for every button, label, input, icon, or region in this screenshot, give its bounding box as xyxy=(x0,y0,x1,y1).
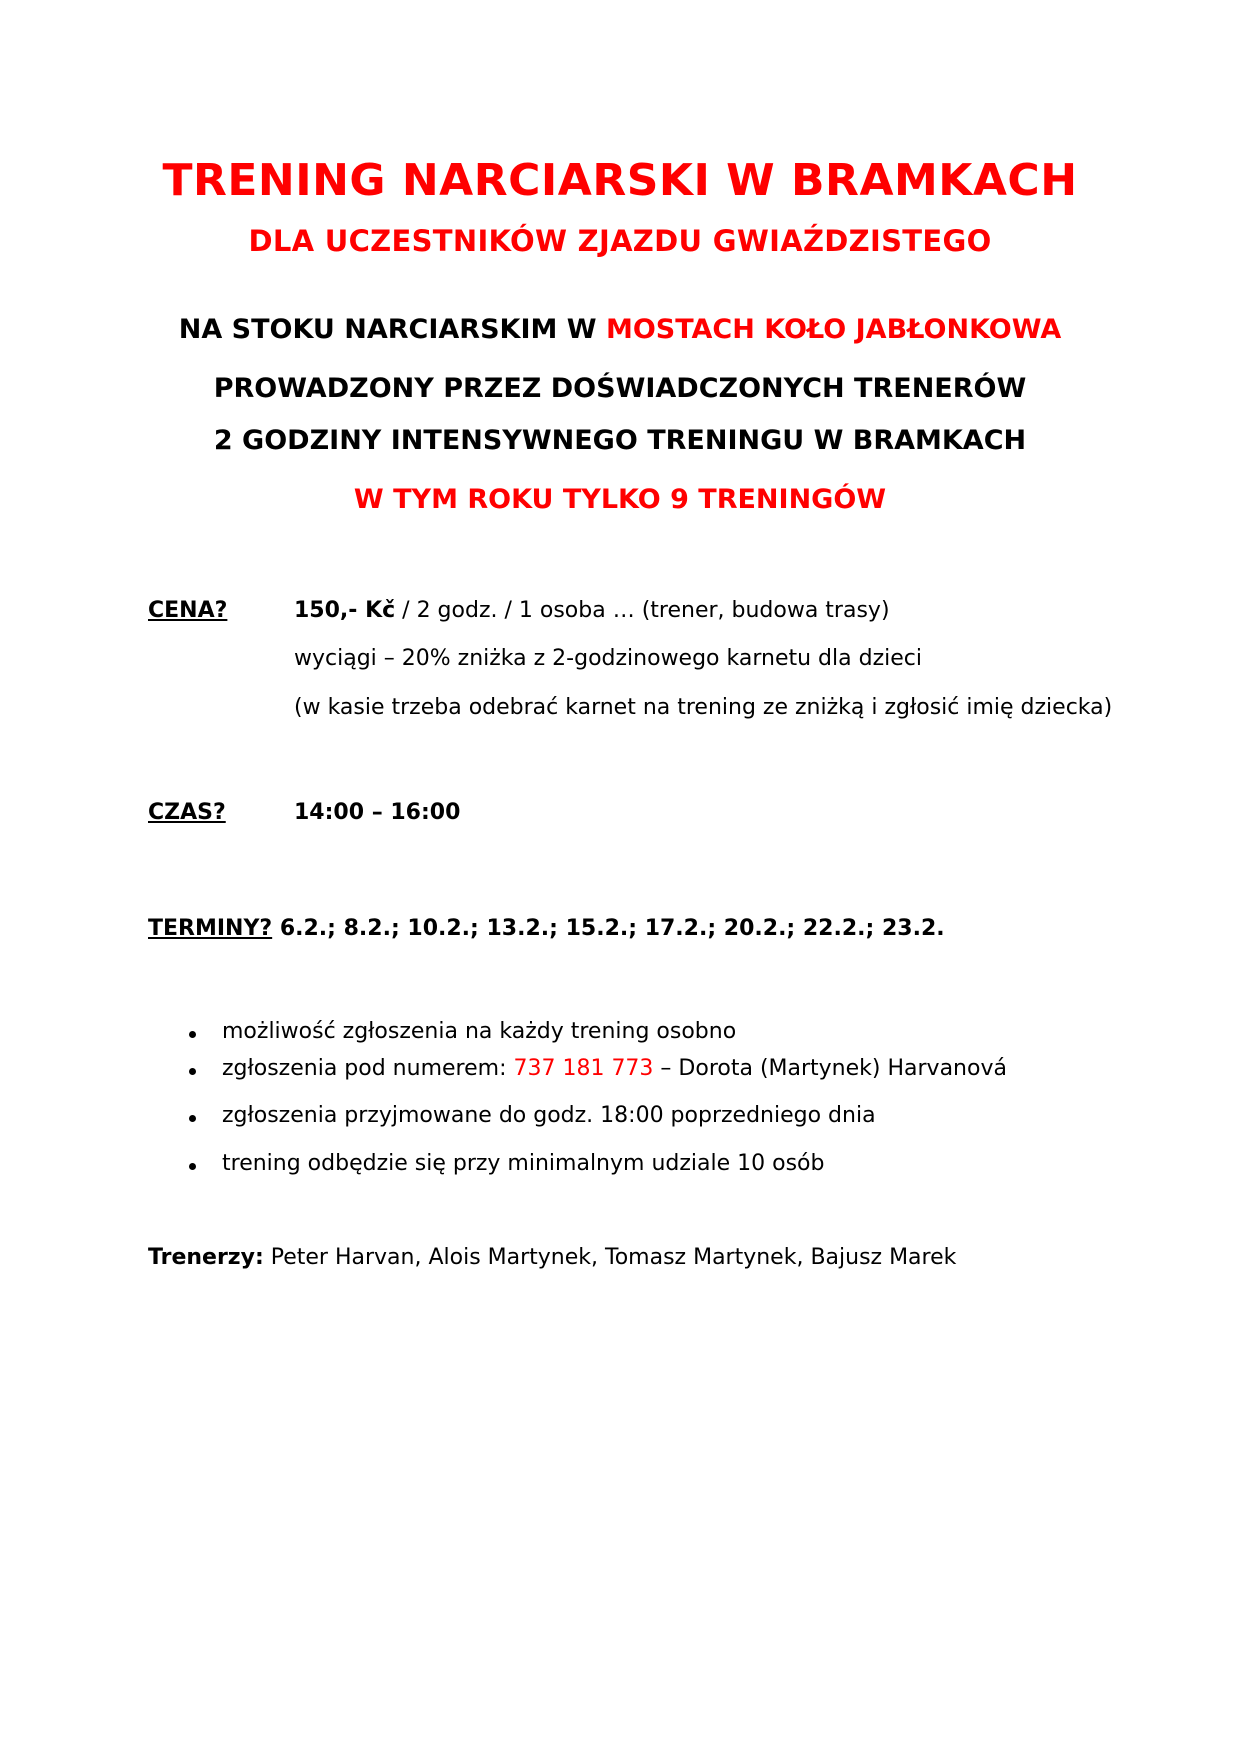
trainers-line xyxy=(148,1245,956,1270)
page-subtitle: DLA UCZESTNIKÓW ZJAZDU GWIAŹDZISTEGO xyxy=(248,224,992,258)
time-label: CZAS? xyxy=(148,800,226,825)
bullet-phone-prefix: zgłoszenia pod numerem: xyxy=(222,1056,514,1081)
bullet-marker xyxy=(189,1163,196,1170)
price-label: CENA? xyxy=(148,598,228,623)
bullet-item-deadline: zgłoszenia przyjmowane do godz. 18:00 poprzedniego dnia xyxy=(222,1103,876,1128)
trainers-names: Peter Harvan, Alois Martynek, Tomasz Martynek, Bajusz Marek xyxy=(263,1245,957,1270)
bullet-item-each-training: możliwość zgłoszenia na każdy trening osobno xyxy=(222,1019,737,1044)
page-title: TRENING NARCIARSKI W BRAMKACH xyxy=(162,155,1078,206)
trainers-label: Trenerzy: xyxy=(148,1245,264,1270)
price-details: / 2 godz. / 1 osoba … (trener, budowa trasy) xyxy=(395,598,890,623)
phone-number: 737 181 773 xyxy=(513,1056,654,1081)
price-line xyxy=(294,598,890,623)
bullet-marker xyxy=(189,1031,196,1038)
dates-line xyxy=(148,916,945,941)
dates-value: 6.2.; 8.2.; 10.2.; 13.2.; 15.2.; 17.2.; 20.2.; 22.2.; 23.2. xyxy=(272,916,945,941)
dates-label: TERMINY? xyxy=(148,916,273,941)
intro-trainers-line: PROWADZONY PRZEZ DOŚWIADCZONYCH TRENERÓW xyxy=(213,373,1027,404)
intro-location-highlight: MOSTACH KOŁO JABŁONKOWA xyxy=(605,314,1062,345)
intro-duration-line: 2 GODZINY INTENSYWNEGO TRENINGU W BRAMKACH xyxy=(213,425,1027,456)
intro-location-prefix: NA STOKU NARCIARSKIM W xyxy=(178,314,606,345)
price-note-ticket: (w kasie trzeba odebrać karnet na trening ze zniżką i zgłosić imię dziecka) xyxy=(294,695,1113,720)
intro-count-line: W TYM ROKU TYLKO 9 TRENINGÓW xyxy=(353,484,887,515)
price-amount: 150,- Kč xyxy=(294,598,396,623)
bullet-marker xyxy=(189,1115,196,1122)
bullet-item-phone xyxy=(222,1056,1007,1081)
time-value: 14:00 – 16:00 xyxy=(294,800,461,825)
bullet-phone-suffix: – Dorota (Martynek) Harvanová xyxy=(653,1056,1007,1081)
intro-location-line xyxy=(0,314,1240,345)
bullet-item-minimum: trening odbędzie się przy minimalnym udziale 10 osób xyxy=(222,1151,825,1176)
bullet-marker xyxy=(189,1068,196,1075)
price-note-lifts: wyciągi – 20% zniżka z 2-godzinowego karnetu dla dzieci xyxy=(294,646,922,671)
